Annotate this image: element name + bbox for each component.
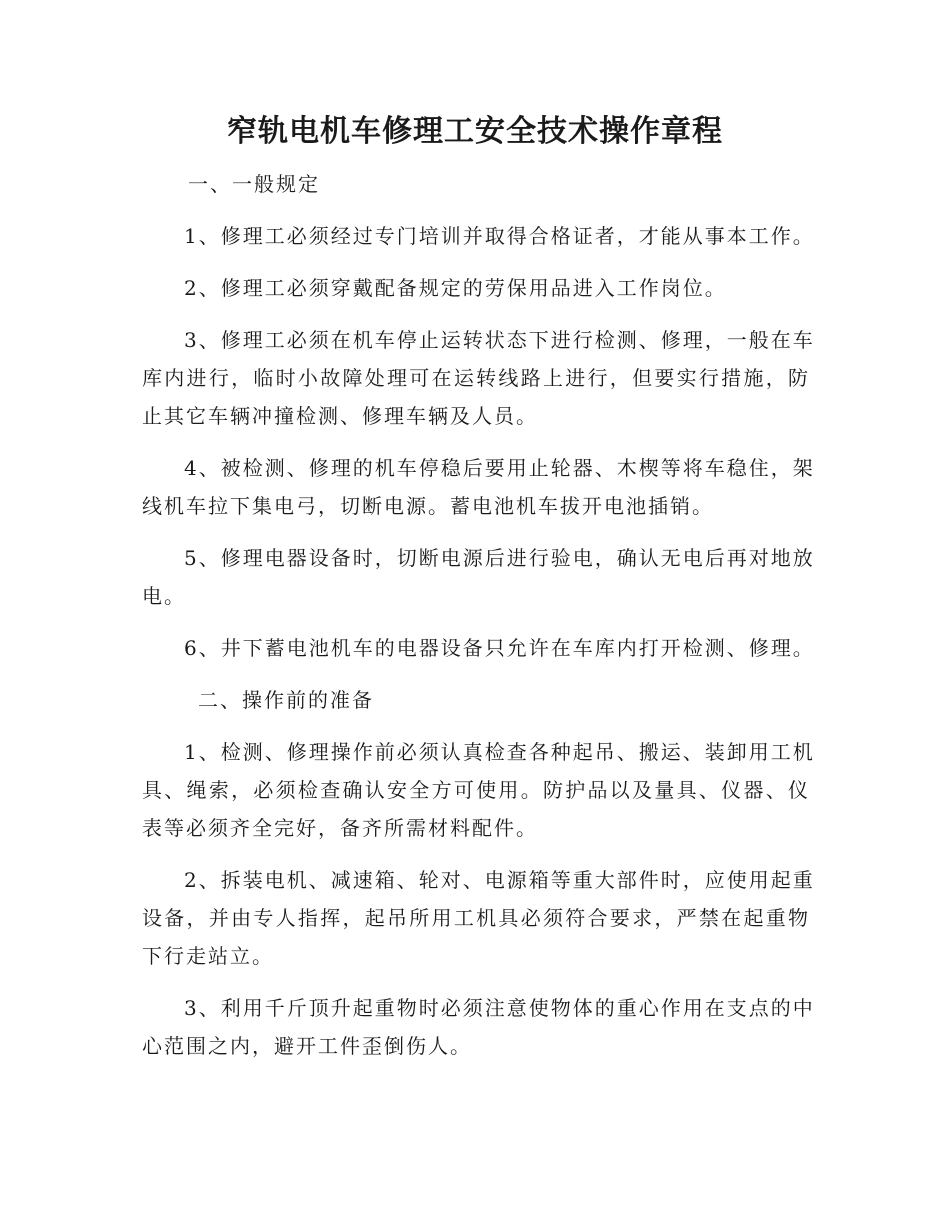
- paragraph-line: 止其它车辆冲撞检测、修理车辆及人员。: [142, 404, 538, 428]
- paragraph-line: 2、拆装电机、减速箱、轮对、电源箱等重大部件时，应使用起重: [184, 868, 815, 892]
- paragraph-line: 下行走站立。: [142, 944, 274, 968]
- paragraph-line: 心范围之内，避开工件歪倒伤人。: [142, 1034, 472, 1058]
- document-title: 窄轨电机车修理工安全技术操作章程: [227, 114, 723, 149]
- paragraph-line: 线机车拉下集电弓，切断电源。蓄电池机车拔开电池插销。: [142, 494, 714, 518]
- paragraph-line: 设备，并由专人指挥，起吊所用工机具必须符合要求，严禁在起重物: [142, 906, 810, 930]
- section-heading-general: 一、一般规定: [188, 172, 320, 196]
- paragraph-line: 6、井下蓄电池机车的电器设备只允许在车库内打开检测、修理。: [184, 636, 815, 660]
- paragraph-line: 表等必须齐全完好，备齐所需材料配件。: [142, 816, 538, 840]
- paragraph-line: 电。: [142, 584, 186, 608]
- paragraph-line: 1、检测、修理操作前必须认真检查各种起吊、搬运、装卸用工机: [184, 740, 815, 764]
- paragraph-line: 5、修理电器设备时，切断电源后进行验电，确认无电后再对地放: [184, 546, 815, 570]
- paragraph-line: 具、绳索，必须检查确认安全方可使用。防护品以及量具、仪器、仪: [142, 778, 810, 802]
- paragraph-line: 2、修理工必须穿戴配备规定的劳保用品进入工作岗位。: [184, 276, 727, 300]
- paragraph-line: 1、修理工必须经过专门培训并取得合格证者，才能从事本工作。: [184, 224, 815, 248]
- paragraph-line: 3、修理工必须在机车停止运转状态下进行检测、修理，一般在车: [184, 328, 815, 352]
- paragraph-line: 库内进行，临时小故障处理可在运转线路上进行，但要实行措施，防: [142, 366, 810, 390]
- paragraph-line: 4、被检测、修理的机车停稳后要用止轮器、木楔等将车稳住，架: [184, 456, 815, 480]
- paragraph-line: 3、利用千斤顶升起重物时必须注意使物体的重心作用在支点的中: [184, 996, 815, 1020]
- section-heading-preparation: 二、操作前的准备: [198, 688, 374, 712]
